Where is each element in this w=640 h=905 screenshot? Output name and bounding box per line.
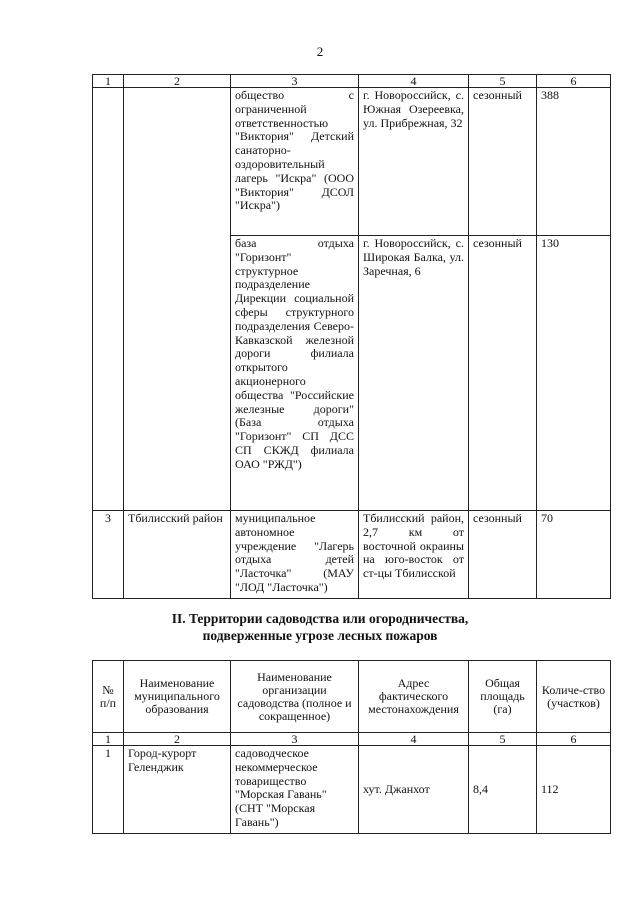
address-cell: Тбилисский район, 2,7 км от восточной окраины на юго-восток от ст-цы Тбилисской <box>359 511 469 599</box>
mode-cell: сезонный <box>469 511 537 599</box>
header-cell: Наименование организации садоводства (полное и сокращенное) <box>231 661 359 733</box>
row-number: 1 <box>93 746 124 834</box>
organization-cell: база отдыха "Горизонт" структурное подразделение Дирекции социальной сферы структурного подразделения Северо-Кавказской железной дороги филиала открытого акционерного общества "Российские железные дороги" (База отдыха "Горизонт" СП ДСС СП СКЖД филиала ОАО "РЖД") <box>231 236 359 511</box>
header-row <box>93 661 611 733</box>
page-number: 2 <box>316 44 324 59</box>
col-number: 1 <box>93 733 124 746</box>
col-number: 4 <box>359 75 469 88</box>
header-cell: Количе-ство (участков) <box>537 661 611 733</box>
table-row <box>93 88 611 236</box>
col-number: 1 <box>93 75 124 88</box>
section-title-line: II. Территории садоводства или огородничества, <box>171 611 469 626</box>
count-cell: 388 <box>537 88 611 236</box>
district-cell <box>124 88 231 511</box>
district-cell: Тбилисский район <box>124 511 231 599</box>
organization-cell: общество с ограниченной ответственностью "Виктория" Детский санаторно-оздоровительный лагерь "Искра" (ООО "Виктория" ДСОЛ "Искра") <box>231 88 359 236</box>
column-numbers-row <box>93 75 611 88</box>
col-number: 3 <box>231 75 359 88</box>
address-cell: г. Новороссийск, с. Широкая Балка, ул. Заречная, 6 <box>359 236 469 511</box>
column-numbers-row <box>93 733 611 746</box>
address-cell: г. Новороссийск, с. Южная Озереевка, ул. Прибрежная, 32 <box>359 88 469 236</box>
table-row <box>93 746 611 834</box>
table-row <box>93 511 611 599</box>
area-cell: 8,4 <box>469 746 537 834</box>
section-title <box>0 610 640 644</box>
district-cell: Город-курорт Геленджик <box>124 746 231 834</box>
gardening-table <box>92 660 611 834</box>
col-number: 6 <box>537 733 611 746</box>
organization-cell: садоводческое некоммерческое товарищество "Морская Гавань" (СНТ "Морская Гавань") <box>231 746 359 834</box>
count-cell: 130 <box>537 236 611 511</box>
mode-cell: сезонный <box>469 236 537 511</box>
col-number: 3 <box>231 733 359 746</box>
header-cell: Адрес фактического местонахождения <box>359 661 469 733</box>
mode-cell: сезонный <box>469 88 537 236</box>
address-cell: хут. Джанхот <box>359 746 469 834</box>
col-number: 4 <box>359 733 469 746</box>
col-number: 6 <box>537 75 611 88</box>
header-cell: Наименование муниципального образования <box>124 661 231 733</box>
col-number: 2 <box>124 733 231 746</box>
header-cell: Общая площадь (га) <box>469 661 537 733</box>
col-number: 2 <box>124 75 231 88</box>
camps-table <box>92 74 611 599</box>
header-cell: № п/п <box>93 661 124 733</box>
row-number: 3 <box>93 511 124 599</box>
section-title-line: подверженные угрозе лесных пожаров <box>202 628 438 643</box>
col-number: 5 <box>469 75 537 88</box>
row-number <box>93 88 124 511</box>
count-cell: 112 <box>537 746 611 834</box>
organization-cell: муниципальное автономное учреждение "Лагерь отдыха детей "Ласточка" (МАУ "ЛОД "Ласточка") <box>231 511 359 599</box>
count-cell: 70 <box>537 511 611 599</box>
col-number: 5 <box>469 733 537 746</box>
